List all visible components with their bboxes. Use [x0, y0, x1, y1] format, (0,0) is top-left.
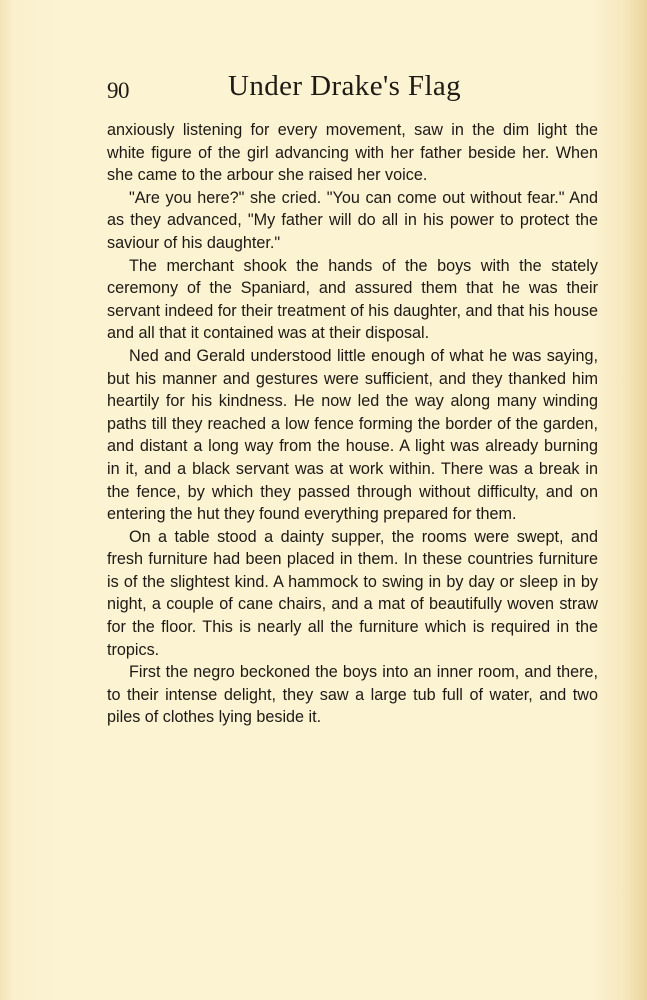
paragraph: "Are you here?" she cried. "You can come out without fear." And as they advanced, "My father will do all in his power to protect the saviour of his daughter."	[107, 188, 598, 252]
paragraph: On a table stood a dainty supper, the rooms were swept, and fresh furniture had been placed in them. In these countries furniture is of the slightest kind. A hammock to swing in by day or sleep in by night, a couple of cane chairs, and a mat of beautifully woven straw for the floor. This is nearly all the furniture which is required in the tropics.	[107, 527, 598, 659]
page-number: 90	[107, 78, 129, 103]
body-text	[107, 119, 598, 729]
page-header	[107, 70, 597, 110]
paragraph: First the negro beckoned the boys into an inner room, and there, to their intense delight, they saw a large tub full of water, and two piles of clothes lying beside it.	[107, 663, 598, 727]
paragraph: Ned and Gerald understood little enough of what he was saying, but his manner and gestures were sufficient, and they thanked him heartily for his kindness. He now led the way along many winding paths till they reached a low fence forming the border of the garden, and distant a long way from the house. A light was already burning in it, and a black servant was at work within. There was a break in the fence, by which they passed through without difficulty, and on entering the hut they found everything prepared for them.	[107, 346, 598, 524]
paragraph: The merchant shook the hands of the boys with the stately ceremony of the Spaniard, and assured them that he was their servant indeed for their treatment of his daughter, and that his house and all that it contained was at their disposal.	[107, 256, 598, 343]
running-title: Under Drake's Flag	[228, 70, 462, 102]
paragraph: anxiously listening for every movement, saw in the dim light the white figure of the girl advancing with her father beside her. When she came to the arbour she raised her voice.	[107, 121, 598, 185]
